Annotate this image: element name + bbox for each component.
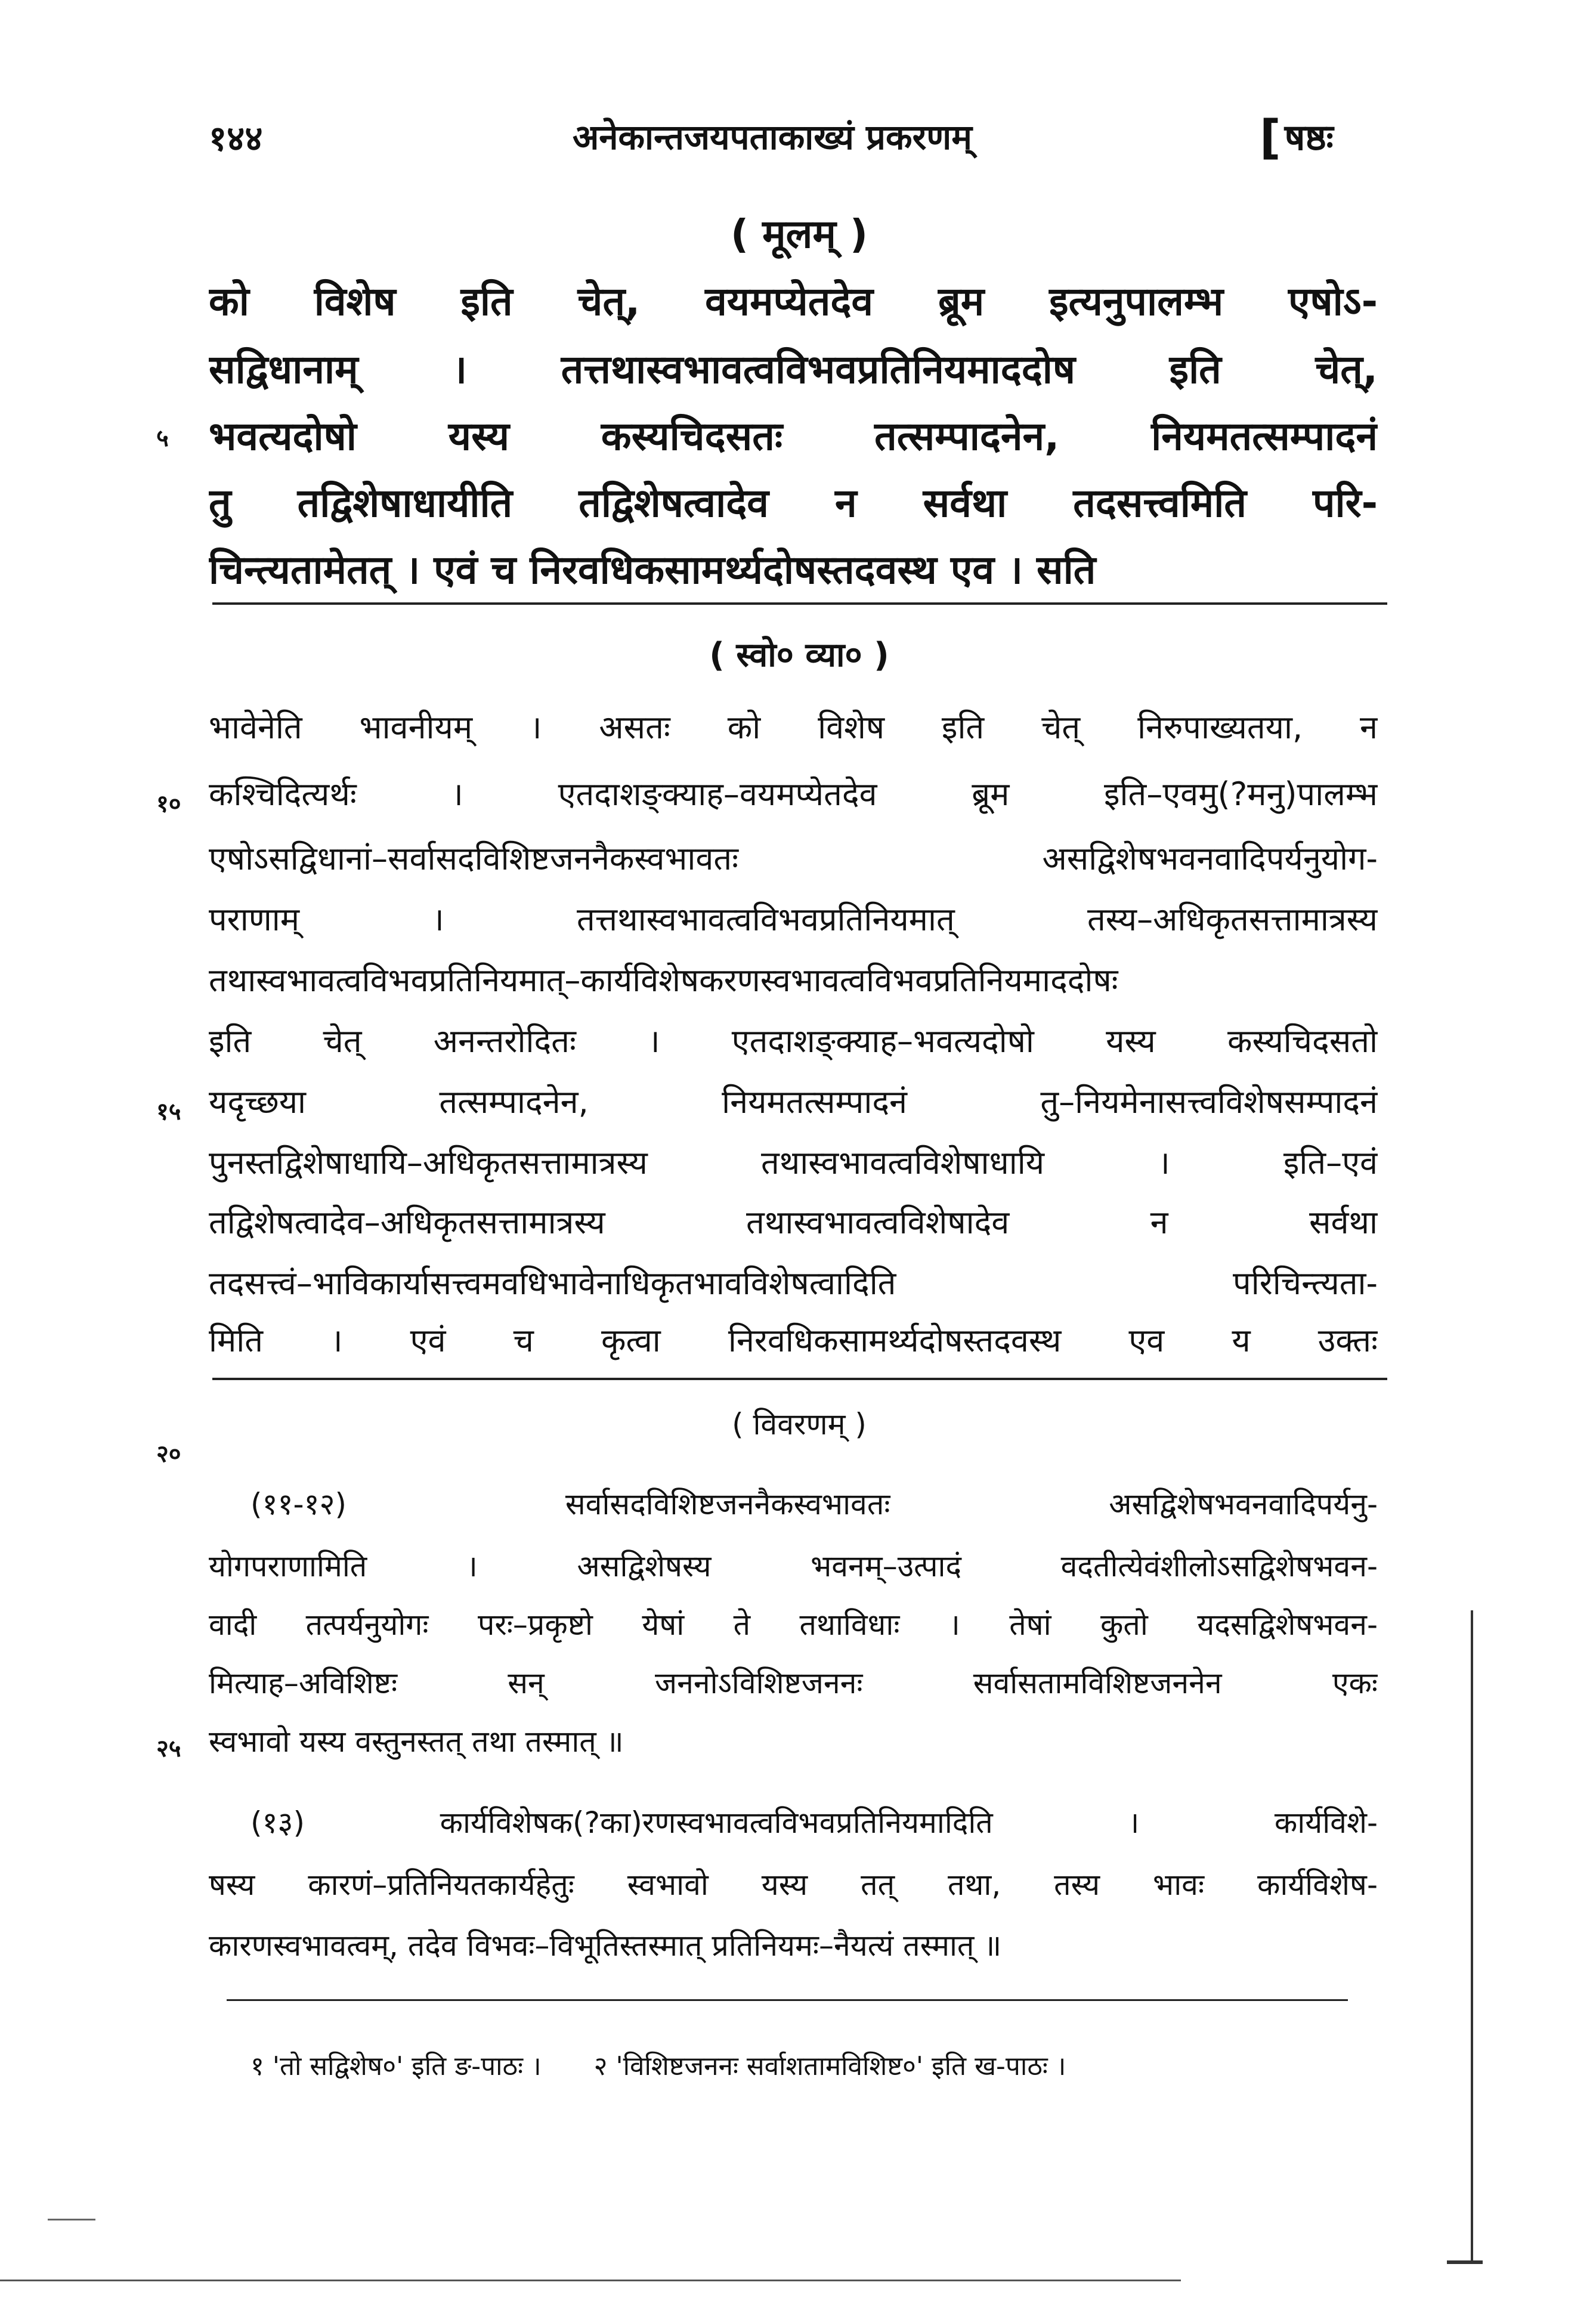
- vivarana-line: वादी तत्पर्यनुयोगः परः–प्रकृष्टो येषां ते तथाविधाः । तेषां कुतो यदसद्विशेषभवन-: [209, 1607, 1378, 1642]
- line-number-margin: १०: [156, 790, 181, 818]
- running-title: अनेकान्तजयपताकाख्यं प्रकरणम्: [573, 117, 972, 157]
- line-number-margin: २५: [156, 1735, 181, 1762]
- scan-tick-mark: [48, 2219, 95, 2220]
- footnote-divider: [227, 1999, 1348, 2001]
- mulam-line: सद्विधानाम् । तत्तथास्वभावत्वविभवप्रतिनियमाददोष इति चेत्,: [209, 347, 1378, 392]
- vivarana-line: योगपराणामिति । असद्विशेषस्य भवनम्–उत्पादं वदतीत्येवंशीलोऽसद्विशेषभवन-: [209, 1549, 1378, 1584]
- commentary-line: यदृच्छया तत्सम्पादनेन, नियमतत्सम्पादनं तु–नियमेनासत्त्वविशेषसम्पादनं: [209, 1083, 1378, 1121]
- commentary-line: एषोऽसद्विधानां–सर्वासदविशिष्टजननैकस्वभावतः असद्विशेषभवनवादिपर्यनुयोग-: [209, 840, 1378, 877]
- commentary-line: तथास्वभावत्वविभवप्रतिनियमात्–कार्यविशेषकरणस्वभावत्वविभवप्रतिनियमाददोषः: [209, 961, 1118, 999]
- vivarana-line: मित्याह–अविशिष्टः सन् जननोऽविशिष्टजननः सर्वासतामविशिष्टजननेन एकः: [209, 1666, 1378, 1700]
- vivarana-line: (११-१२) सर्वासदविशिष्टजननैकस्वभावतः असद्विशेषभवनवादिपर्यनु-: [250, 1487, 1378, 1521]
- footnote-1: १ 'तो सद्विशेष०' इति ङ-पाठः ।: [250, 2051, 542, 2082]
- svopajna-heading: ( स्वो० व्या० ): [709, 636, 889, 675]
- vivaranam-heading: ( विवरणम् ): [732, 1407, 867, 1442]
- scan-bottom-line: [0, 2280, 1181, 2281]
- mulam-heading: ( मूलम् ): [731, 211, 868, 257]
- section-divider: [212, 1378, 1387, 1380]
- commentary-line: भावेनेति भावनीयम् । असतः को विशेष इति चेत् निरुपाख्यतया, न: [209, 709, 1378, 746]
- vivarana-line: कारणस्वभावत्वम्, तदेव विभवः–विभूतिस्तस्मात् प्रतिनियमः–नैयत्यं तस्मात् ॥: [209, 1928, 1002, 1963]
- vivarana-line: षस्य कारणं–प्रतिनियतकार्यहेतुः स्वभावो यस्य तत् तथा, तस्य भावः कार्यविशेष-: [209, 1867, 1378, 1902]
- scan-edge-mark: [1447, 2260, 1483, 2264]
- footnote-2: २ 'विशिष्टजननः सर्वाशतामविशिष्ट०' इति ख-पाठः ।: [593, 2051, 1066, 2082]
- footnotes: [250, 2047, 1066, 2083]
- commentary-line: पुनस्तद्विशेषाधायि–अधिकृतसत्तामात्रस्य तथास्वभावत्वविशेषाधायि । इति–एवं: [209, 1144, 1378, 1182]
- commentary-line: तद्विशेषत्वादेव–अधिकृतसत्तामात्रस्य तथास्वभावत्वविशेषादेव न सर्वथा: [209, 1204, 1378, 1241]
- chapter-label: षष्ठः: [1284, 117, 1334, 159]
- mulam-line: को विशेष इति चेत्, वयमप्येतदेव ब्रूम इत्यनुपालम्भ एषोऽ-: [209, 279, 1378, 324]
- line-number-margin: ५: [156, 425, 169, 452]
- commentary-line: तदसत्त्वं–भाविकार्यासत्त्वमवधिभावेनाधिकृतभावविशेषत्वादिति परिचिन्त्यता-: [209, 1264, 1378, 1302]
- mulam-line: भवत्यदोषो यस्य कस्यचिदसतः तत्सम्पादनेन, नियमतत्सम्पादनं: [209, 413, 1378, 459]
- mulam-line: चिन्त्यतामेतत् । एवं च निरवधिकसामर्थ्यदोषस्तदवस्थ एव । सति: [209, 547, 1096, 593]
- line-number-margin: २०: [156, 1440, 181, 1468]
- commentary-line: पराणाम् । तत्तथास्वभावत्वविभवप्रतिनियमात् तस्य–अधिकृतसत्तामात्रस्य: [209, 901, 1378, 938]
- commentary-line: इति चेत् अनन्तरोदितः । एतदाशङ्क्याह–भवत्यदोषो यस्य कस्यचिदसतो: [209, 1022, 1378, 1060]
- chapter-bracket: [: [1260, 111, 1281, 165]
- line-number-margin: १५: [156, 1098, 181, 1125]
- mulam-line: तु तद्विशेषाधायीति तद्विशेषत्वादेव न सर्वथा तदसत्त्वमिति परि-: [209, 480, 1378, 526]
- scan-edge-line: [1471, 1610, 1473, 2260]
- section-divider: [212, 602, 1387, 605]
- vivarana-line: स्वभावो यस्य वस्तुनस्तत् तथा तस्मात् ॥: [209, 1724, 624, 1759]
- commentary-line: मिति । एवं च कृत्वा निरवधिकसामर्थ्यदोषस्तदवस्थ एव य उक्तः: [209, 1322, 1378, 1359]
- page-number: १४४: [209, 118, 263, 159]
- commentary-line: कश्चिदित्यर्थः । एतदाशङ्क्याह–वयमप्येतदेव ब्रूम इति–एवमु(?मनु)पालम्भ: [209, 775, 1378, 813]
- chapter-mark: [1260, 111, 1334, 165]
- vivarana-line: (१३) कार्यविशेषक(?का)रणस्वभावत्वविभवप्रतिनियमादिति । कार्यविशे-: [250, 1805, 1378, 1840]
